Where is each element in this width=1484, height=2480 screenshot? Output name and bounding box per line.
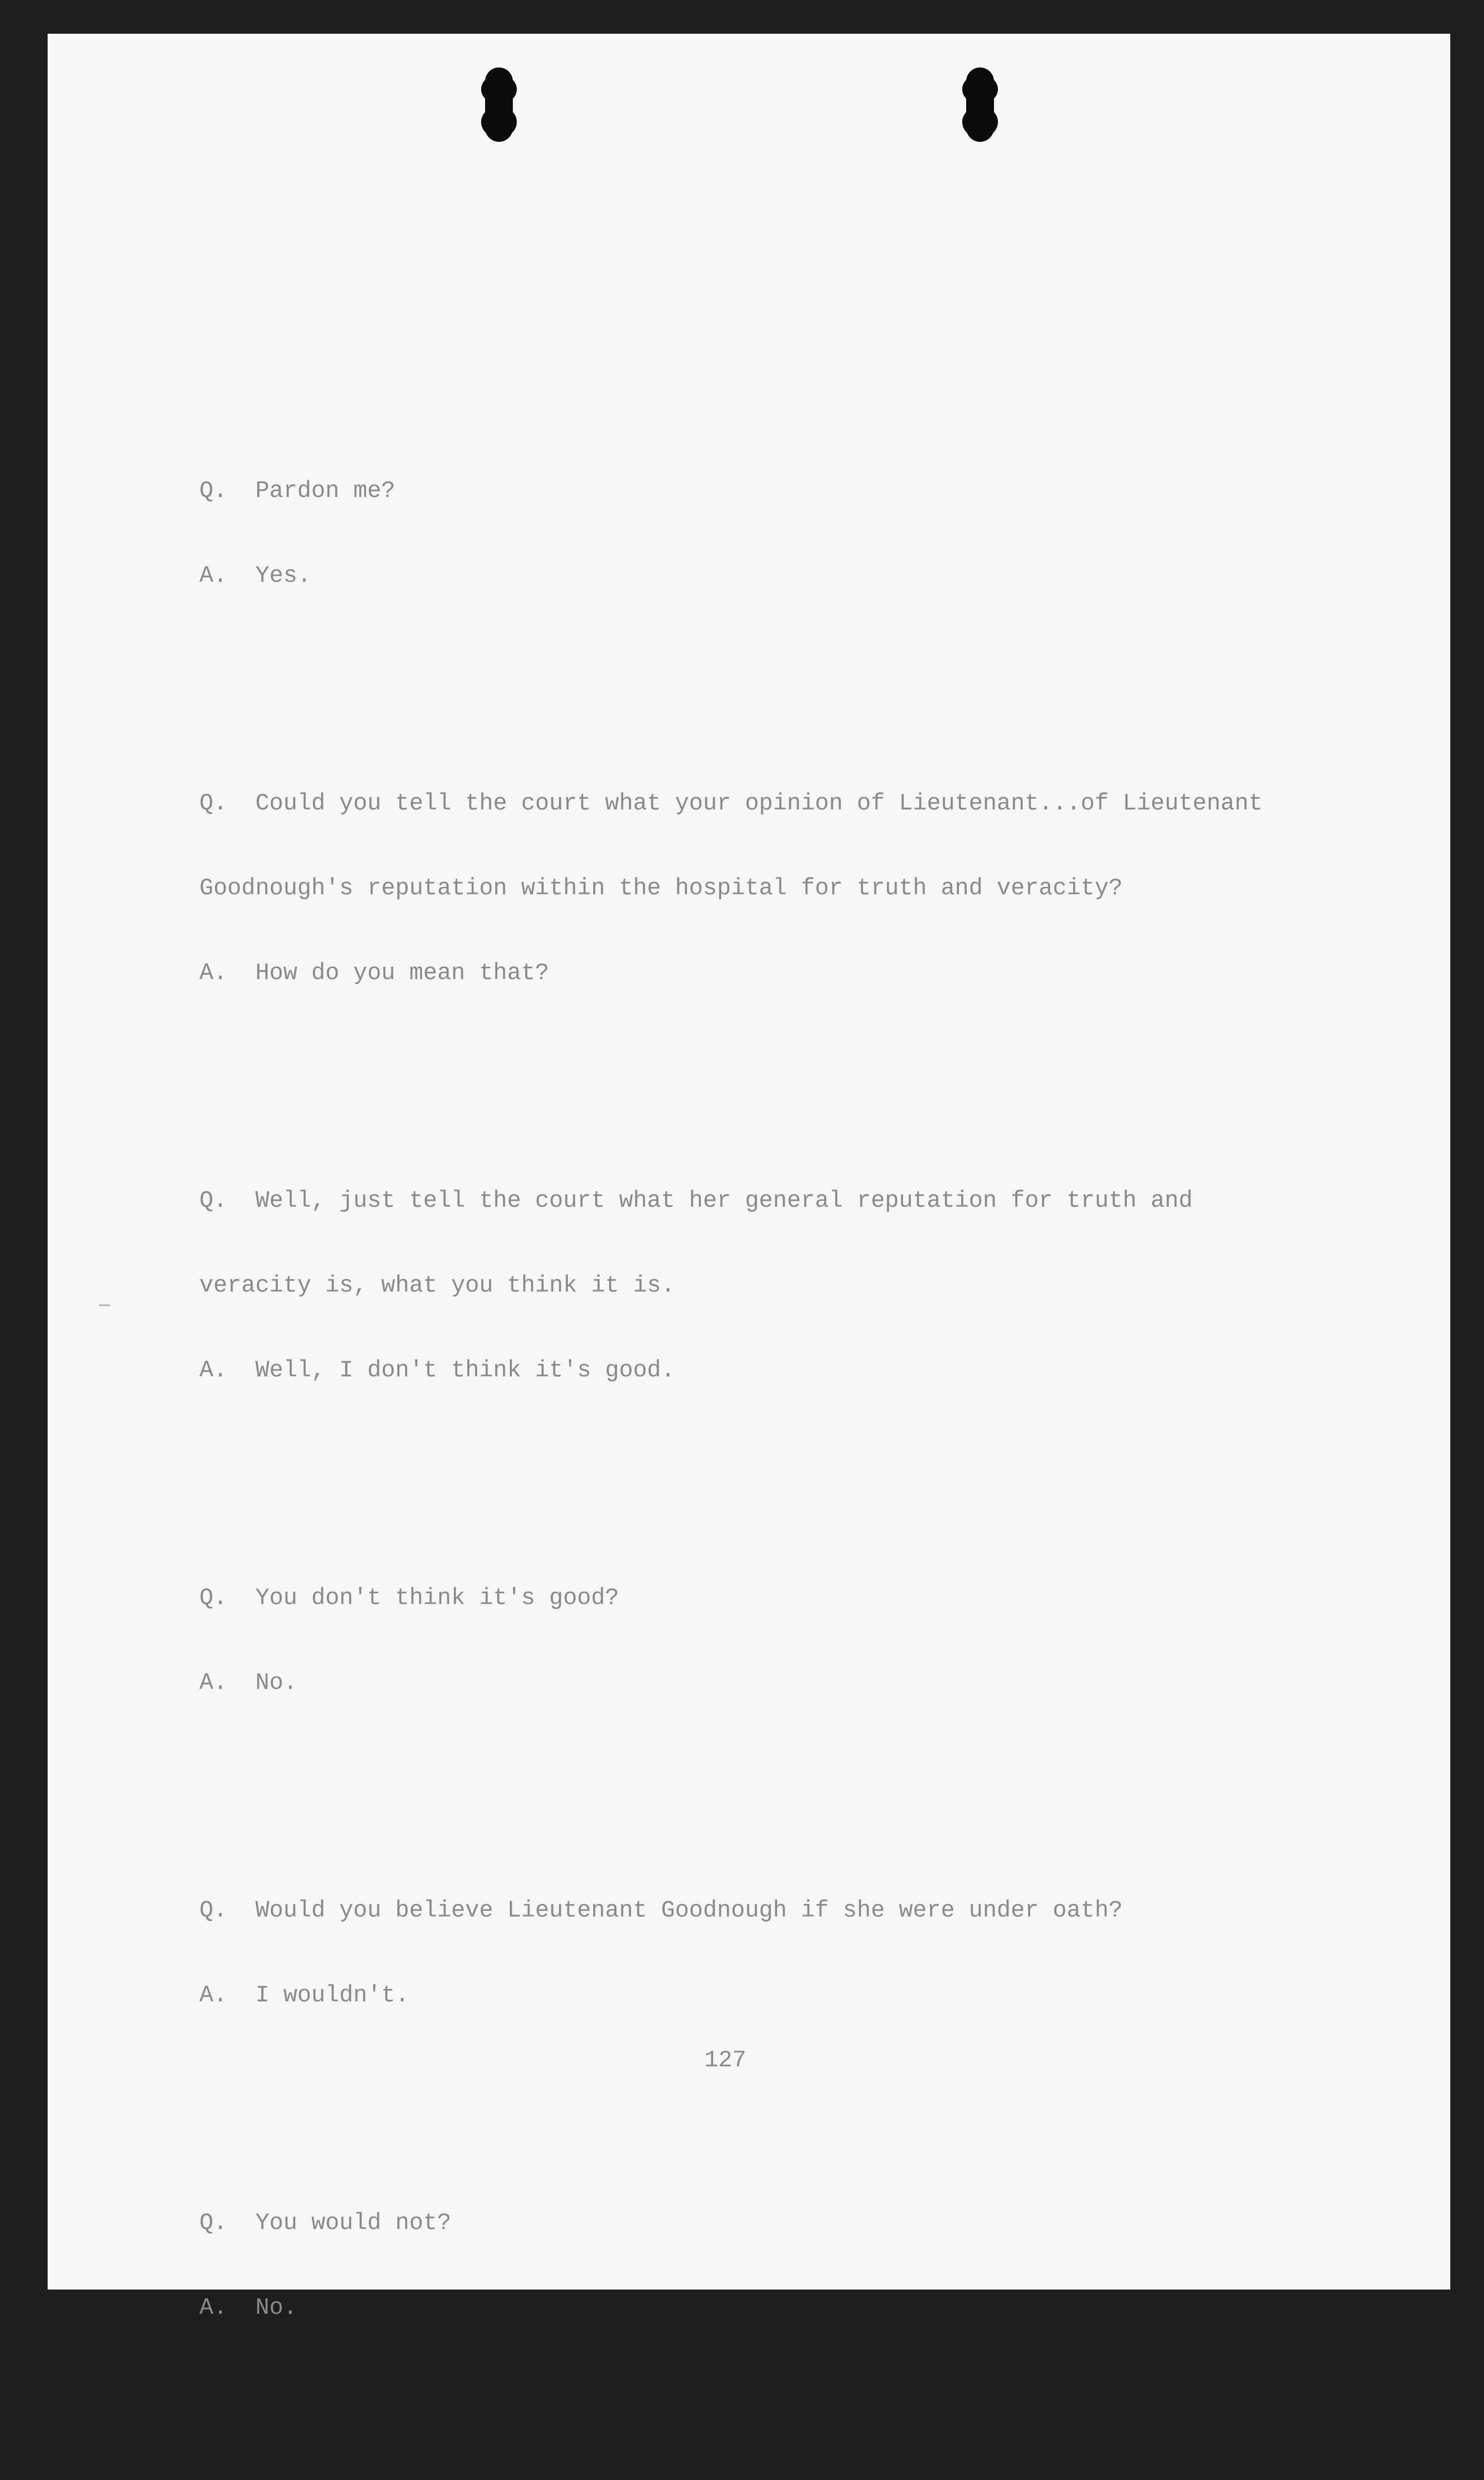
- transcript-body: [199, 364, 1350, 2480]
- question-line: Q. Would you believe Lieutenant Goodnough if she were under oath?: [199, 1898, 1123, 1924]
- answer-line: A. Yes.: [199, 563, 311, 589]
- question-line: Q. Pardon me?: [199, 478, 395, 504]
- qa-block: [199, 1840, 1350, 2066]
- answer-line: A. No.: [199, 1670, 298, 1696]
- binder-hole-left: [485, 67, 513, 142]
- qa-block: [199, 421, 1350, 647]
- page-number: 127: [704, 2047, 746, 2074]
- speaker-block: [199, 2465, 1350, 2480]
- qa-block: [199, 1528, 1350, 1754]
- question-line: Goodnough's reputation within the hospital for truth and veracity?: [199, 875, 1123, 902]
- margin-mark: [99, 1304, 110, 1306]
- answer-line: A. No.: [199, 2295, 298, 2321]
- qa-block: [199, 2153, 1350, 2379]
- answer-line: A. I wouldn't.: [199, 1983, 410, 2009]
- question-line: veracity is, what you think it is.: [199, 1273, 675, 1299]
- qa-block: [199, 1130, 1350, 1441]
- qa-block: [199, 733, 1350, 1044]
- answer-line: A. How do you mean that?: [199, 960, 550, 987]
- binder-hole-right: [966, 67, 994, 142]
- answer-line: A. Well, I don't think it's good.: [199, 1358, 675, 1384]
- question-line: Q. You would not?: [199, 2210, 451, 2236]
- question-line: Q. Could you tell the court what your opinion of Lieutenant...of Lieutenant: [199, 791, 1263, 817]
- question-line: Q. You don't think it's good?: [199, 1585, 619, 1612]
- question-line: Q. Well, just tell the court what her general reputation for truth and: [199, 1188, 1193, 1214]
